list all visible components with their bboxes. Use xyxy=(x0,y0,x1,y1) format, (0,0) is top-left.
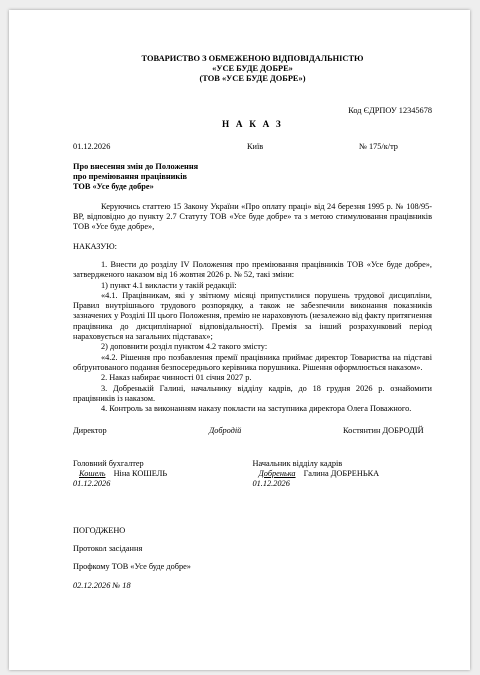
order-title: Н А К А З xyxy=(222,119,283,130)
company-name: «УСЕ БУДЕ ДОБРЕ» xyxy=(212,64,293,73)
agreed-line: Профкому ТОВ «Усе буде добре» xyxy=(73,562,191,572)
item-paragraph: «4.2. Рішення про позбавлення премії працівника приймає директор Товариства на підставі обґрунтованого подання безпосереднього керівника порушника. Рішення оформлюється наказом». xyxy=(73,352,432,372)
company-header xyxy=(73,54,432,84)
company-full-name: ТОВАРИСТВО З ОБМЕЖЕНОЮ ВІДПОВІДАЛЬНІСТЮ xyxy=(141,54,364,63)
order-items xyxy=(73,260,432,414)
director-role: Директор xyxy=(73,426,107,436)
item-paragraph: 2) доповнити розділ пунктом 4.2 такого змісту: xyxy=(101,342,268,352)
director-signature-row xyxy=(73,426,432,436)
item-paragraph: 4. Контроль за виконанням наказу покласти на заступника директора Олега Поважного. xyxy=(101,404,412,414)
agreed-block xyxy=(73,526,432,591)
document-page xyxy=(9,10,470,670)
preamble-paragraph: Керуючись статтею 15 Закону України «Про оплату праці» від 24 березня 1995 р. № 108/95-ВР, відповідно до пункту 2.7 Статуту ТОВ «Усе буде добре» та з метою стимулювання працівників ТОВ «Усе буде добре», xyxy=(73,201,432,232)
hr-head-block xyxy=(253,459,433,490)
accountant-block xyxy=(73,459,253,490)
hr-head-name: Галина ДОБРЕНЬКА xyxy=(303,469,380,479)
item-paragraph: 3. Добренькій Галині, начальнику відділу кадрів, до 18 грудня 2026 р. ознайомити працівників із наказом. xyxy=(73,383,432,403)
accountant-role: Головний бухгалтер xyxy=(73,458,144,468)
subject-line: про преміювання працівників xyxy=(73,172,187,182)
hr-head-date: 01.12.2026 xyxy=(252,479,290,489)
order-dateline xyxy=(73,142,432,152)
hr-head-signature: Добренька xyxy=(258,469,296,479)
hr-head-role: Начальник відділу кадрів xyxy=(252,458,343,468)
director-name: Костянтин ДОБРОДІЙ xyxy=(343,426,424,436)
item-paragraph: 2. Наказ набирає чинності 01 січня 2027 р. xyxy=(101,373,252,383)
item-paragraph: «4.1. Працівникам, які у звітному місяці припустилися порушень трудової дисципліни, Правил внутрішнього трудового розпорядку, а також не забезпечили виконання показників зазначених у Розділі ІІІ цього Положення, премію не нараховують (незалежно від факту притягнення працівника до дисциплінарної відповідальності). Премія за інший розрахунковий період нараховується на загальних підставах»; xyxy=(73,290,432,342)
order-subject xyxy=(73,162,432,193)
item-paragraph: 1) пункт 4.1 викласти у такій редакції: xyxy=(101,280,237,290)
order-number: № 175/к/тр xyxy=(359,141,398,151)
item-paragraph: 1. Внести до розділу IV Положення про преміювання працівників ТОВ «Усе буде добре», затвердженого наказом від 16 жовтня 2026 р. № 52, такі зміни: xyxy=(73,259,432,280)
nakazuyu-heading: НАКАЗУЮ: xyxy=(73,241,117,251)
order-date: 01.12.2026 xyxy=(73,141,111,151)
accountant-date: 01.12.2026 xyxy=(73,479,111,489)
accountant-name: Ніна КОШЕЛЬ xyxy=(113,469,168,479)
edrpou-code: Код ЄДРПОУ 12345678 xyxy=(348,106,432,115)
subject-line: ТОВ «Усе буде добре» xyxy=(73,182,154,192)
subject-line: Про внесення змін до Положення xyxy=(73,161,199,171)
accountant-signature: Кошель xyxy=(79,469,106,479)
company-short-name: (ТОВ «УСЕ БУДЕ ДОБРЕ») xyxy=(199,74,306,83)
order-city: Київ xyxy=(247,141,264,151)
director-signature: Добродій xyxy=(209,426,242,436)
agreed-title: ПОГОДЖЕНО xyxy=(73,525,126,535)
agreed-date-number: 02.12.2026 № 18 xyxy=(73,580,131,590)
approval-signatures xyxy=(73,459,432,490)
agreed-line: Протокол засідання xyxy=(73,543,143,553)
